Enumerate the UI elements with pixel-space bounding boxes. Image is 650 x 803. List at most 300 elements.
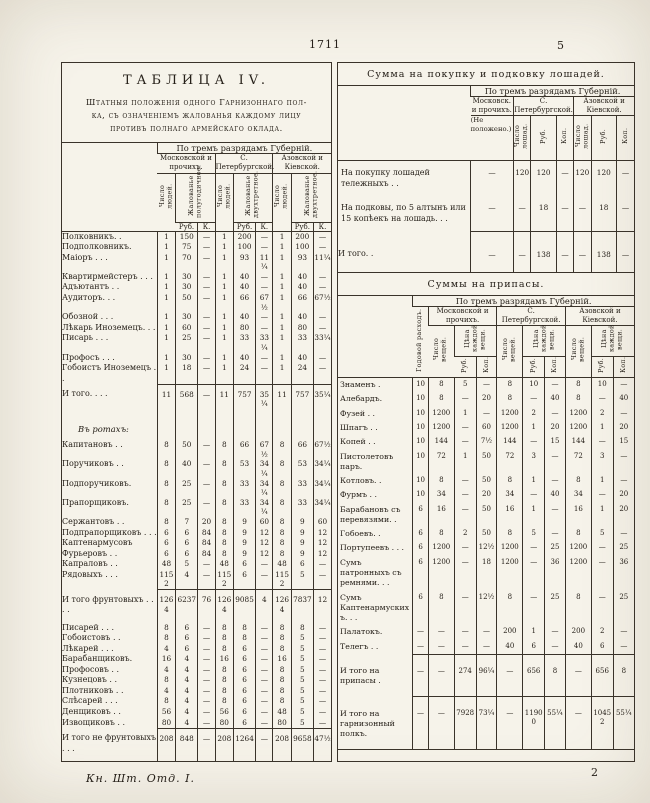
value-cell: 8: [565, 591, 591, 626]
value-cell: —: [497, 654, 523, 697]
value-cell: —: [545, 378, 566, 393]
value-cell: 1: [523, 474, 545, 488]
value-cell: 100: [291, 242, 313, 253]
value-cell: 70: [176, 253, 198, 272]
value-cell: 8: [215, 644, 233, 655]
value-cell: 8: [215, 623, 233, 634]
value-cell: 16: [497, 503, 523, 528]
vertical-header: Руб.: [598, 128, 607, 144]
value-cell: 2: [454, 527, 476, 541]
table-row: [338, 503, 634, 528]
banner-header: По тремъ разрядамъ Губерній.: [157, 143, 331, 154]
value-cell: 48: [273, 707, 291, 718]
vertical-header: Руб.: [460, 357, 469, 373]
value-cell: 8: [215, 528, 233, 539]
table-row: [62, 549, 331, 560]
value-cell: 8: [215, 549, 233, 560]
value-cell: 34¼: [256, 479, 273, 498]
group-header: Азовской и Кіевской.: [565, 306, 634, 325]
row-label: Въ ротахъ:: [78, 423, 129, 434]
value-cell: 1: [273, 323, 291, 334]
value-cell: 33: [233, 498, 255, 517]
value-cell: 20: [545, 421, 566, 435]
horse-section-title: Сумма на покупку и подковку лошадей.: [367, 69, 605, 80]
row-label: Рядовыхъ . . .: [62, 569, 118, 579]
row-label: Гобоистъ Иноземецъ . .: [62, 363, 157, 383]
value-cell: 84: [198, 538, 215, 549]
value-cell: 16: [157, 654, 175, 665]
table-row: [62, 272, 331, 283]
row-label: Сумъ Каптенармускихъ. . .: [340, 592, 410, 623]
value-cell: —: [613, 625, 634, 639]
table-title-block: [62, 63, 331, 142]
value-cell: —: [591, 392, 613, 406]
value-cell: 80: [291, 323, 313, 334]
value-cell: 12: [256, 528, 273, 539]
value-cell: —: [471, 196, 514, 231]
value-cell: 10: [413, 488, 429, 502]
value-cell: 208: [215, 728, 233, 761]
value-cell: —: [454, 625, 476, 639]
table-row: [62, 707, 331, 718]
value-cell: 1: [215, 333, 233, 352]
row-label: Обозной . . .: [62, 312, 114, 322]
value-cell: 12: [256, 549, 273, 560]
value-cell: 40: [233, 353, 255, 364]
value-cell: 40: [613, 392, 634, 406]
value-cell: —: [314, 644, 331, 655]
table-row: [62, 623, 331, 634]
rubles-header: [591, 357, 613, 378]
value-cell: 15: [545, 435, 566, 449]
value-cell: —: [314, 242, 331, 253]
people-header: [273, 173, 291, 231]
value-cell: 6: [233, 665, 255, 676]
value-cell: 1: [523, 421, 545, 435]
value-cell: 1: [591, 503, 613, 528]
value-cell: —: [198, 728, 215, 761]
value-cell: 6: [233, 718, 255, 729]
value-cell: 6: [176, 623, 198, 634]
value-cell: —: [198, 665, 215, 676]
value-cell: —: [256, 231, 273, 242]
value-cell: 16: [215, 654, 233, 665]
table-row: [62, 479, 331, 498]
value-cell: —: [613, 407, 634, 421]
value-cell: —: [198, 384, 215, 416]
table-row: [62, 231, 331, 242]
vertical-header: Число лошад.: [573, 123, 590, 149]
value-cell: 8: [545, 654, 566, 697]
row-label: Капраловъ . .: [62, 559, 118, 569]
value-cell: —: [198, 718, 215, 729]
value-cell: —: [591, 541, 613, 555]
value-cell: 120: [531, 161, 557, 197]
value-cell: 8: [273, 644, 291, 655]
value-cell: 9085: [233, 590, 255, 623]
vertical-header: Цѣна каждой вещи.: [531, 324, 555, 353]
value-cell: 1: [215, 282, 233, 293]
salary-header: [233, 170, 273, 222]
value-cell: 200: [291, 231, 313, 242]
value-cell: 1: [157, 242, 175, 253]
value-cell: 8: [428, 378, 454, 393]
value-cell: —: [556, 161, 573, 197]
value-cell: 100: [233, 242, 255, 253]
value-cell: 60: [476, 421, 497, 435]
row-label: Палатокъ.: [340, 627, 383, 637]
vertical-header: Жалованье двухтретное.: [302, 170, 319, 218]
value-cell: 4: [176, 686, 198, 697]
value-cell: —: [613, 474, 634, 488]
vertical-header: Коп.: [560, 128, 569, 145]
table-subtitle: [68, 96, 325, 135]
value-cell: 1: [215, 363, 233, 384]
value-cell: 6: [233, 654, 255, 665]
value-cell: 6: [413, 503, 429, 528]
value-cell: —: [198, 623, 215, 634]
value-cell: —: [256, 707, 273, 718]
page-content: [61, 62, 635, 762]
value-cell: 1200: [565, 421, 591, 435]
value-cell: 5: [176, 559, 198, 570]
table-row: [338, 625, 634, 639]
value-cell: 10: [413, 378, 429, 393]
row-label: Сумъ патронныхъ съ ремнями. . .: [340, 557, 402, 588]
horses-header: [574, 116, 591, 161]
table-row: [338, 435, 634, 449]
value-cell: 40: [233, 312, 255, 323]
table-row: [62, 353, 331, 364]
value-cell: 8: [273, 528, 291, 539]
value-cell: 16: [428, 503, 454, 528]
row-label: Шпагъ . .: [340, 422, 378, 432]
value-cell: —: [198, 242, 215, 253]
row-label: Пистолетовъ паръ.: [340, 451, 394, 471]
value-cell: —: [497, 697, 523, 750]
value-cell: 848: [176, 728, 198, 761]
row-label: И того. .: [338, 249, 374, 259]
row-label: Лѣкарь Иноземецъ. . .: [62, 322, 156, 332]
value-cell: 48: [215, 559, 233, 570]
value-cell: 96¼: [476, 654, 497, 697]
kopecks-header: [545, 357, 566, 378]
value-cell: 40: [565, 640, 591, 654]
value-cell: [157, 416, 175, 440]
value-cell: 53: [233, 459, 255, 478]
value-cell: 1: [215, 242, 233, 253]
table-row: [62, 728, 331, 761]
value-cell: 8: [565, 527, 591, 541]
value-cell: 200: [565, 625, 591, 639]
vertical-header: Коп.: [618, 356, 627, 374]
value-cell: 5: [291, 675, 313, 686]
value-cell: 8: [273, 538, 291, 549]
value-cell: 1: [273, 353, 291, 364]
row-label: Адъютантъ . .: [62, 282, 120, 292]
value-cell: 8: [215, 459, 233, 478]
value-cell: 9: [233, 538, 255, 549]
value-cell: 18: [531, 196, 557, 231]
value-cell: —: [198, 459, 215, 478]
row-label: Подпрапорщиковъ . . .: [62, 527, 157, 537]
value-cell: —: [256, 242, 273, 253]
table-row: [338, 392, 634, 406]
row-label: Котловъ. .: [340, 476, 382, 486]
value-cell: —: [613, 378, 634, 393]
table-row: [62, 293, 331, 312]
annual-header: [413, 306, 429, 377]
value-cell: 4: [176, 570, 198, 590]
value-cell: 1264: [233, 728, 255, 761]
value-cell: 1: [157, 353, 175, 364]
value-cell: 5: [291, 696, 313, 707]
table-row: [62, 384, 331, 416]
value-cell: 8: [273, 459, 291, 478]
value-cell: 1: [523, 503, 545, 528]
table-row: [62, 686, 331, 697]
value-cell: 1: [157, 333, 175, 352]
value-cell: 1: [157, 282, 175, 293]
row-label: На покупку лошадей тележныхъ . .: [341, 168, 430, 188]
table-row: [338, 196, 634, 231]
value-cell: 4: [157, 686, 175, 697]
value-cell: —: [198, 323, 215, 334]
vertical-header: Годовой расходъ.: [415, 308, 424, 372]
value-cell: —: [198, 654, 215, 665]
value-cell: [198, 416, 215, 440]
value-cell: 1: [591, 474, 613, 488]
table-row: [62, 253, 331, 272]
value-cell: —: [428, 654, 454, 697]
table-row: [338, 697, 634, 750]
group-header: Московской и прочихъ.: [157, 154, 215, 173]
row-label: И того фрунтовыхъ . . . .: [62, 594, 154, 615]
group-header: Азовской и Кіевской.: [273, 154, 331, 173]
value-cell: 1: [273, 363, 291, 384]
kopecks-header: [556, 116, 573, 161]
table-row: [62, 282, 331, 293]
value-cell: —: [198, 282, 215, 293]
value-cell: —: [198, 570, 215, 590]
value-cell: 50: [476, 474, 497, 488]
value-cell: —: [591, 435, 613, 449]
group-header: С. Петербургской.: [215, 154, 275, 172]
value-cell: 8: [273, 549, 291, 560]
value-cell: 8: [565, 474, 591, 488]
value-cell: —: [314, 654, 331, 665]
value-cell: 40: [291, 353, 313, 364]
value-cell: 55¼: [613, 697, 634, 750]
money-header: К.: [314, 222, 331, 231]
row-label: Извощиковъ . .: [62, 717, 126, 727]
value-cell: 208: [273, 728, 291, 761]
value-cell: 84: [198, 549, 215, 560]
row-label: Алебардъ.: [340, 394, 383, 404]
value-cell: 5: [291, 718, 313, 729]
value-cell: 6: [176, 528, 198, 539]
value-cell: 200: [233, 231, 255, 242]
banner-header: По тремъ разрядамъ Губерній.: [471, 86, 634, 97]
value-cell: —: [545, 640, 566, 654]
value-cell: 1: [157, 293, 175, 312]
value-cell: —: [256, 633, 273, 644]
value-cell: 1200: [497, 541, 523, 555]
value-cell: 1: [157, 231, 175, 242]
value-cell: 144: [497, 435, 523, 449]
value-cell: —: [545, 474, 566, 488]
value-cell: 1: [273, 253, 291, 272]
value-cell: —: [256, 312, 273, 323]
value-cell: —: [198, 253, 215, 272]
value-cell: 25: [613, 591, 634, 626]
value-cell: 40: [545, 392, 566, 406]
value-cell: 66: [291, 440, 313, 459]
value-cell: —: [523, 541, 545, 555]
row-label: Плотниковъ . .: [62, 685, 124, 695]
value-cell: 1152: [273, 570, 291, 590]
value-cell: 1: [215, 272, 233, 283]
vertical-header: Число вещей.: [432, 336, 449, 362]
value-cell: 80: [273, 718, 291, 729]
value-cell: 7837: [291, 590, 313, 623]
value-cell: 60: [176, 323, 198, 334]
row-label: И того. . . .: [62, 389, 108, 399]
value-cell: 25: [545, 591, 566, 626]
value-cell: —: [523, 435, 545, 449]
kopecks-header: [617, 116, 634, 161]
value-cell: —: [454, 503, 476, 528]
value-cell: 36: [545, 556, 566, 591]
subtitle-line: противъ полнаго армейскаго оклада.: [110, 123, 283, 134]
value-cell: 34¼: [314, 459, 331, 478]
value-cell: —: [617, 196, 634, 231]
value-cell: 34¼: [256, 498, 273, 517]
value-cell: 33: [233, 333, 255, 352]
row-label: Барабановъ съ перевязями. .: [340, 504, 401, 524]
value-cell: —: [476, 625, 497, 639]
value-cell: 9: [291, 538, 313, 549]
value-cell: —: [256, 644, 273, 655]
value-cell: 6: [233, 570, 255, 590]
money-header: К.: [256, 222, 273, 231]
value-cell: 56: [215, 707, 233, 718]
value-cell: 40: [291, 282, 313, 293]
value-cell: 16: [273, 654, 291, 665]
value-cell: 8: [497, 392, 523, 406]
value-cell: 6: [176, 644, 198, 655]
row-label: Маіоръ . . .: [62, 252, 108, 262]
value-cell: 8: [157, 675, 175, 686]
supplies-table: [338, 295, 634, 751]
value-cell: 8: [233, 633, 255, 644]
value-cell: —: [314, 353, 331, 364]
value-cell: 60: [256, 517, 273, 528]
value-cell: 25: [545, 541, 566, 555]
value-cell: —: [198, 363, 215, 384]
subtitle-line: ка, съ означеніемъ жалованья каждому лицу: [91, 110, 302, 121]
value-cell: —: [454, 392, 476, 406]
value-cell: 53: [291, 459, 313, 478]
table-row: [338, 556, 634, 591]
value-cell: 50: [476, 503, 497, 528]
value-cell: 8: [428, 527, 454, 541]
value-cell: —: [545, 407, 566, 421]
value-cell: 8: [157, 459, 175, 478]
value-cell: 93: [233, 253, 255, 272]
value-cell: 10: [413, 450, 429, 475]
table-row: [338, 231, 634, 272]
value-cell: 8: [273, 675, 291, 686]
value-cell: 8: [273, 633, 291, 644]
value-cell: 48: [273, 559, 291, 570]
table-row: [338, 591, 634, 626]
row-label: Лѣкарей . . .: [62, 643, 114, 653]
page-header: [0, 38, 650, 51]
value-cell: 34: [565, 488, 591, 502]
table-row: [62, 590, 331, 623]
value-cell: 6: [233, 696, 255, 707]
value-cell: 47½: [314, 728, 331, 761]
left-column: [61, 62, 332, 762]
label-column-header: [338, 295, 413, 377]
value-cell: 75: [176, 242, 198, 253]
value-cell: [273, 416, 291, 440]
value-cell: 2: [523, 407, 545, 421]
value-cell: 8: [273, 665, 291, 676]
value-cell: 10: [413, 392, 429, 406]
value-cell: —: [428, 625, 454, 639]
value-cell: —: [198, 644, 215, 655]
value-cell: [176, 416, 198, 440]
count-header: [497, 326, 523, 378]
value-cell: 25: [176, 333, 198, 352]
horses-header: [513, 116, 530, 161]
table-row: [62, 696, 331, 707]
value-cell: —: [314, 665, 331, 676]
value-cell: 8: [273, 696, 291, 707]
value-cell: 6: [413, 591, 429, 626]
value-cell: 8: [273, 686, 291, 697]
value-cell: 67½: [256, 440, 273, 459]
value-cell: 8: [215, 633, 233, 644]
value-cell: 8: [233, 623, 255, 634]
value-cell: [215, 416, 233, 440]
vertical-header: Жалованье полугодичное.: [186, 164, 203, 218]
value-cell: 11¼: [314, 253, 331, 272]
value-cell: 20: [198, 517, 215, 528]
value-cell: 25: [176, 479, 198, 498]
table-row: [338, 421, 634, 435]
value-cell: —: [198, 559, 215, 570]
value-cell: 12½: [476, 591, 497, 626]
value-cell: —: [256, 570, 273, 590]
value-cell: 8: [215, 696, 233, 707]
value-cell: —: [545, 450, 566, 475]
value-cell: 10: [413, 474, 429, 488]
vertical-header: Руб.: [597, 357, 606, 373]
value-cell: —: [476, 378, 497, 393]
row-label: Гобоевъ. .: [340, 529, 381, 539]
value-cell: 8: [428, 591, 454, 626]
value-cell: 8: [565, 392, 591, 406]
value-cell: —: [314, 570, 331, 590]
value-cell: [314, 416, 331, 440]
value-cell: —: [613, 640, 634, 654]
value-cell: 24: [233, 363, 255, 384]
row-label: И того на гарнизонный полкъ.: [340, 708, 395, 739]
value-cell: 30: [176, 282, 198, 293]
